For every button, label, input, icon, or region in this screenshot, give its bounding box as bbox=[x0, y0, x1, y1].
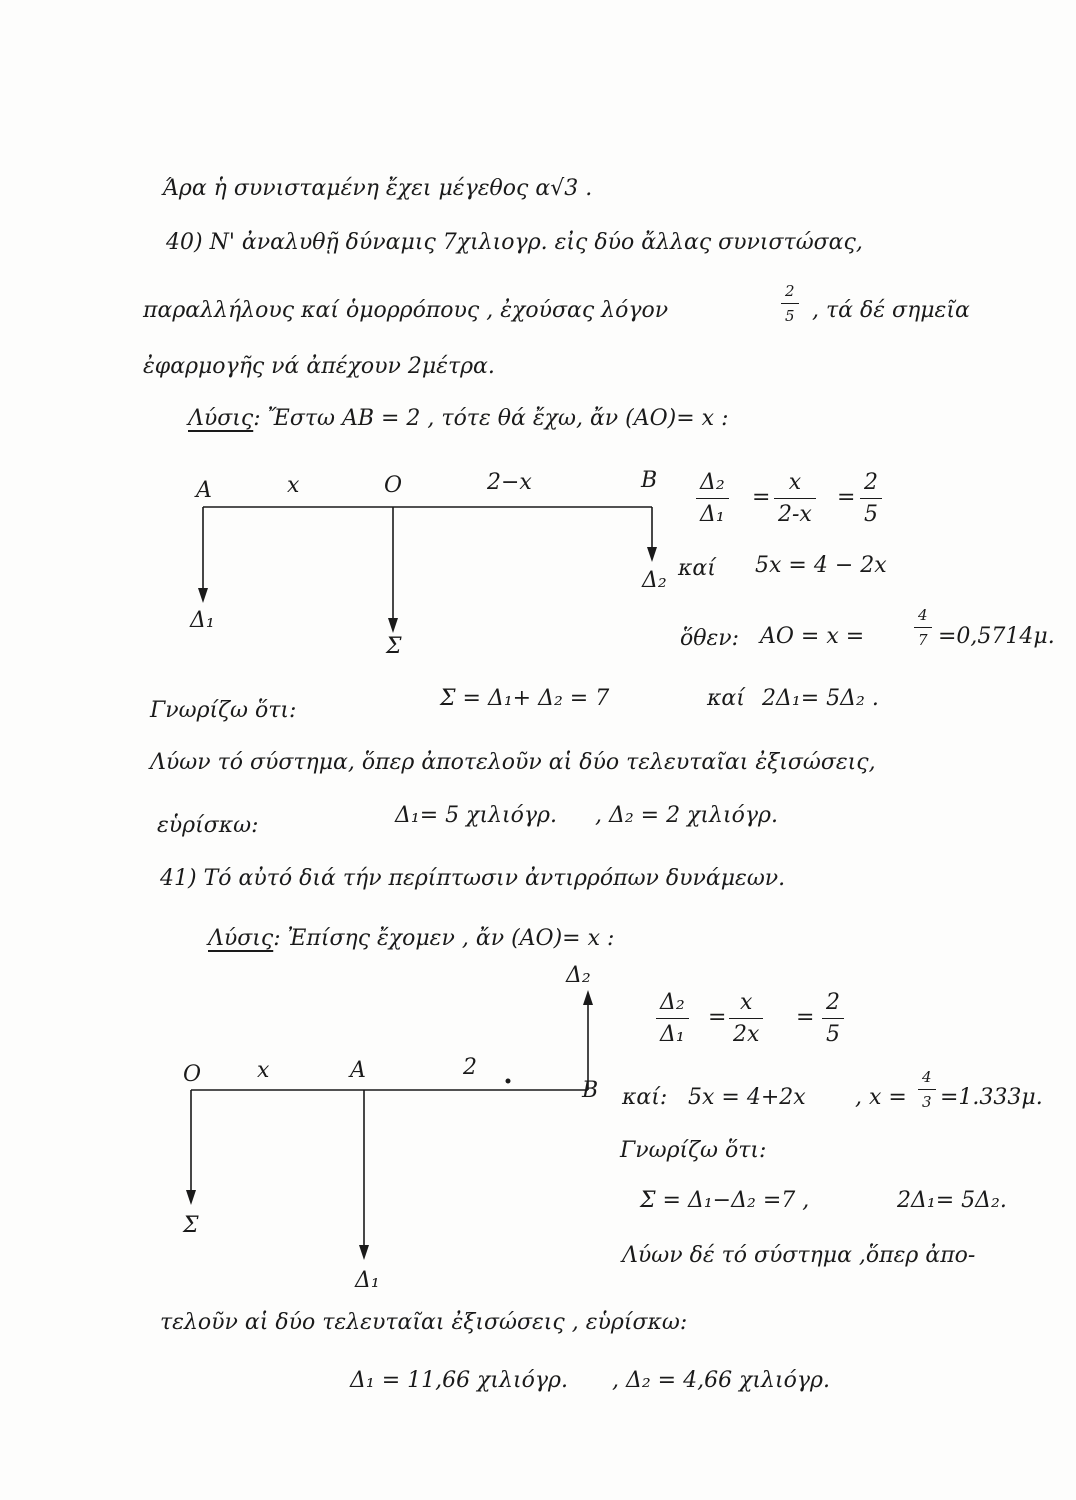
eq1-linear: 5x = 4 − 2x bbox=[755, 553, 887, 578]
find-2-delta1: Δ₁ = 11,66 χιλιόγρ. bbox=[350, 1368, 568, 1393]
eq2-fraction-x: $\frac{x}{2x}$ bbox=[729, 990, 763, 1047]
d2-label-delta1: Δ₁ bbox=[355, 1268, 380, 1293]
eq2-equals-2: = bbox=[796, 1005, 815, 1030]
d1-label-b: B bbox=[641, 468, 658, 493]
solution-41-label: Λύσις bbox=[208, 926, 274, 951]
d2-label-2: 2 bbox=[463, 1055, 477, 1080]
eq1-fraction-x: $\frac{x}{2-x}$ bbox=[774, 470, 816, 527]
find-2-delta2: , Δ₂ = 4,66 χιλιόγρ. bbox=[612, 1368, 830, 1393]
know-1-eq: Σ = Δ₁+ Δ₂ = 7 bbox=[440, 686, 610, 711]
find-1-label: εὑρίσκω: bbox=[157, 813, 259, 838]
then-fraction: $\frac{4}{7}$ bbox=[914, 606, 932, 649]
d1-label-sigma: Σ bbox=[386, 634, 402, 659]
eq1-fraction-ratio: $\frac{2}{5}$ bbox=[860, 470, 882, 527]
d2-label-sigma: Σ bbox=[183, 1213, 199, 1238]
know-2-eq: Σ = Δ₁−Δ₂ =7 , bbox=[640, 1188, 810, 1213]
d2-label-o: O bbox=[183, 1062, 202, 1087]
know-2-eq2: 2Δ₁= 5Δ₂. bbox=[897, 1188, 1007, 1213]
eq2-fraction-ratio: $\frac{2}{5}$ bbox=[822, 990, 844, 1047]
d1-label-o: O bbox=[384, 473, 403, 498]
eq1-fraction-delta: $\frac{\text{Δ₂}}{\text{Δ₁}}$ bbox=[696, 470, 729, 527]
eq41-kai: καί: bbox=[622, 1085, 668, 1110]
problem-40-statement: 40) Ν' ἀναλυθῇ δύναμις 7χιλιογρ. εἰς δύο ἄλλας συνιστώσας, bbox=[166, 230, 863, 255]
d2-label-x: x bbox=[257, 1058, 270, 1083]
solution-41-setup: : Ἐπίσης ἔχομεν , ἄν (AO)= x : bbox=[273, 926, 615, 951]
eq1-equals-1: = bbox=[752, 485, 771, 510]
conclusion-line: Άρα ἡ συνισταμένη ἔχει μέγεθος α√3 . bbox=[163, 176, 593, 201]
find-1-delta1: Δ₁= 5 χιλιόγρ. bbox=[395, 803, 557, 828]
then-value: =0,5714μ. bbox=[938, 624, 1055, 649]
eq2-equals-1: = bbox=[708, 1005, 727, 1030]
eq41-x: , x = bbox=[855, 1085, 907, 1110]
then-eq: AO = x = bbox=[760, 624, 865, 649]
eq41-value: =1.333μ. bbox=[940, 1085, 1043, 1110]
know-2-label: Γνωρίζω ὅτι: bbox=[620, 1138, 767, 1163]
problem-40-line2: παραλλήλους καί ὁμορρόπους , ἐχούσας λόγον bbox=[143, 298, 669, 323]
ratio-fraction: $\frac{2}{5}$ bbox=[781, 282, 799, 325]
x41-fraction: $\frac{4}{3}$ bbox=[918, 1068, 936, 1111]
d2-dot bbox=[506, 1079, 511, 1084]
eq1-kai: καί bbox=[678, 556, 716, 581]
d2-label-a: A bbox=[350, 1058, 366, 1083]
d2-label-b: B bbox=[582, 1078, 599, 1103]
d1-label-delta2: Δ₂ bbox=[642, 568, 667, 593]
know-1-label: Γνωρίζω ὅτι: bbox=[150, 698, 297, 723]
know-1-kai: καί bbox=[707, 686, 745, 711]
d1-label-x: x bbox=[287, 473, 300, 498]
problem-40-line2-end: , τά δέ σημεῖα bbox=[812, 298, 970, 323]
d2-label-delta2: Δ₂ bbox=[566, 963, 591, 988]
find-1-delta2: , Δ₂ = 2 χιλιόγρ. bbox=[595, 803, 778, 828]
solve-1-line: Λύων τό σύστημα, ὅπερ ἀποτελοῦν αἱ δύο τελευταῖαι ἐξισώσεις, bbox=[150, 750, 876, 775]
d1-label-a: A bbox=[196, 478, 212, 503]
solve-2-line-a: Λύων δέ τό σύστημα ,ὅπερ ἀπο- bbox=[622, 1243, 976, 1268]
eq41-linear: 5x = 4+2x bbox=[688, 1085, 806, 1110]
solve-2-line-b: τελοῦν αἱ δύο τελευταῖαι ἐξισώσεις , εὑρίσκω: bbox=[160, 1310, 688, 1335]
solution-setup: : Ἔστω AB = 2 , τότε θά ἔχω, ἄν (AO)= x : bbox=[253, 406, 729, 431]
eq1-equals-2: = bbox=[837, 485, 856, 510]
problem-41-statement: 41) Τό αὐτό διά τήν περίπτωσιν ἀντιρρόπων δυνάμεων. bbox=[160, 866, 786, 891]
d1-label-2-minus-x: 2−x bbox=[487, 470, 532, 495]
then-label: ὅθεν: bbox=[680, 626, 740, 651]
d1-label-delta1: Δ₁ bbox=[190, 608, 215, 633]
know-1-eq2: 2Δ₁= 5Δ₂ . bbox=[762, 686, 879, 711]
solution-label: Λύσις bbox=[188, 406, 254, 431]
eq2-fraction-delta: $\frac{\text{Δ₂}}{\text{Δ₁}}$ bbox=[656, 990, 689, 1047]
problem-40-line3: ἐφαρμογῆς νά ἀπέχουν 2μέτρα. bbox=[143, 354, 495, 379]
